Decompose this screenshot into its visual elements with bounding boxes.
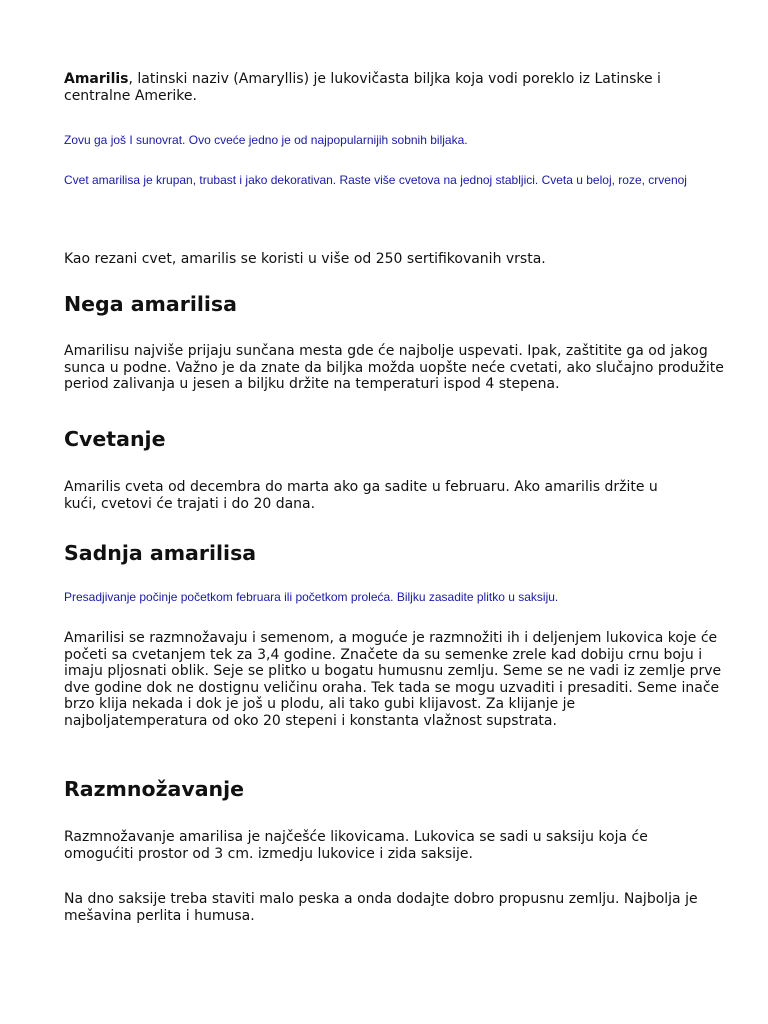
heading-blooming: Cvetanje — [64, 427, 166, 451]
propagation-paragraph-2: Na dno saksije treba staviti malo peska a onda dodajte dobro propusnu zemlju. Najbolja je mešavina perlita i humusa. — [64, 891, 698, 924]
intro-term: Amarilis — [64, 71, 129, 87]
heading-propagation: Razmnožavanje — [64, 777, 245, 801]
intro-text: , latinski naziv (Amaryllis) je lukovičasta biljka koja vodi poreklo iz Latinske i centralne Amerike. — [64, 71, 661, 104]
blue-line-3: Presadjivanje počinje početkom februara ili početkom proleća. Biljku zasadite plitko u saksiju. — [64, 590, 559, 604]
heading-care: Nega amarilisa — [64, 292, 237, 316]
blooming-paragraph: Amarilis cveta od decembra do marta ako ga sadite u februaru. Ako amarilis držite u kući, cvetovi će trajati i do 20 dana. — [64, 479, 658, 512]
blue-line-2: Cvet amarilisa je krupan, trubast i jako dekorativan. Raste više cvetova na jednoj stabljici. Cveta u beloj, roze, crvenoj — [64, 173, 687, 187]
cut-flower-paragraph: Kao rezani cvet, amarilis se koristi u više od 250 sertifikovanih vrsta. — [64, 251, 546, 267]
planting-paragraph: Amarilisi se razmnožavaju i semenom, a moguće je razmnožiti ih i deljenjem lukovica koje će početi sa cvetanjem tek za 3,4 godine. Značete da su semenke zrele kad dobiju crnu boju i imaju pljosnati oblik. Seje se plitko u bogatu humusnu zemlju. Seme se ne vadi iz zemlje prve dve godine dok ne dostignu veličinu oraha. Tek tada se mogu uzvaditi i presaditi. Seme inače brzo klija nekada i dok je još u plodu, ali tako gubi klijavost. Za klijanje je najboljatemperatura od oko 20 stepeni i konstanta vlažnost supstrata. — [64, 630, 722, 729]
blue-line-1: Zovu ga još I sunovrat. Ovo cveće jedno je od najpopularnijih sobnih biljaka. — [64, 133, 468, 147]
heading-planting: Sadnja amarilisa — [64, 541, 257, 565]
care-paragraph: Amarilisu najviše prijaju sunčana mesta gde će najbolje uspevati. Ipak, zaštitite ga od jakog sunca u podne. Važno je da znate da biljka možda uopšte neće cvetati, ako slučajno produžite period zalivanja u jesen a biljku držite na temperaturi ispod 4 stepena. — [64, 343, 724, 392]
intro-paragraph — [64, 71, 684, 104]
propagation-paragraph-1: Razmnožavanje amarilisa je najčešće likovicama. Lukovica se sadi u saksiju koja će omogućiti prostor od 3 cm. izmedju lukovice i zida saksije. — [64, 829, 648, 862]
